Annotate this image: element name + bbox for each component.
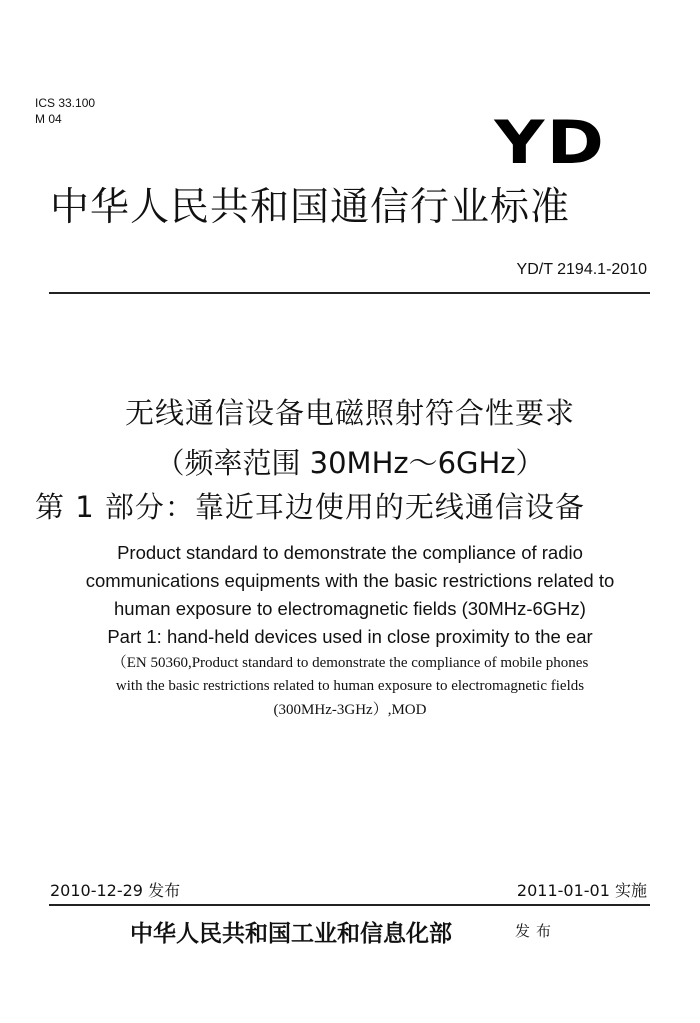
bottom-divider [49, 904, 650, 906]
implementation-date: 2011-01-01 实施 [516, 881, 647, 900]
org-title: 中华人民共和国通信行业标准 [50, 185, 571, 230]
title-cn-line-1: 无线通信设备电磁照射符合性要求 [124, 396, 575, 430]
top-divider [49, 292, 650, 294]
title-en-line-1: Product standard to demonstrate the compliance of radio [117, 542, 583, 563]
source-standard-line-3: (300MHz-3GHz）,MOD [273, 702, 427, 718]
title-cn-line-2: （频率范围 30MHz～6GHz） [155, 446, 545, 480]
source-standard-line-2: with the basic restrictions related to human exposure to electromagnetic fields [115, 678, 585, 694]
title-en-line-3: human exposure to electromagnetic fields (30MHz-6GHz) [114, 598, 586, 619]
yd-logo: YD [494, 108, 606, 178]
category-code: M 04 [35, 112, 62, 126]
title-en-line-2: communications equipments with the basic restrictions related to [85, 570, 615, 591]
ics-code: ICS 33.100 [35, 96, 96, 110]
ministry-name: 中华人民共和国工业和信息化部 [130, 920, 452, 947]
title-cn-line-3: 第 1 部分：靠近耳边使用的无线通信设备 [35, 490, 585, 524]
issue-date: 2010-12-29 发布 [50, 881, 181, 900]
title-en-line-4: Part 1: hand-held devices used in close proximity to the ear [107, 626, 593, 647]
source-standard-line-1: （EN 50360,Product standard to demonstrate the compliance of mobile phones [111, 655, 589, 671]
publish-label: 发布 [515, 922, 558, 940]
ics-block [35, 95, 95, 127]
standard-number: YD/T 2194.1-2010 [516, 261, 647, 278]
